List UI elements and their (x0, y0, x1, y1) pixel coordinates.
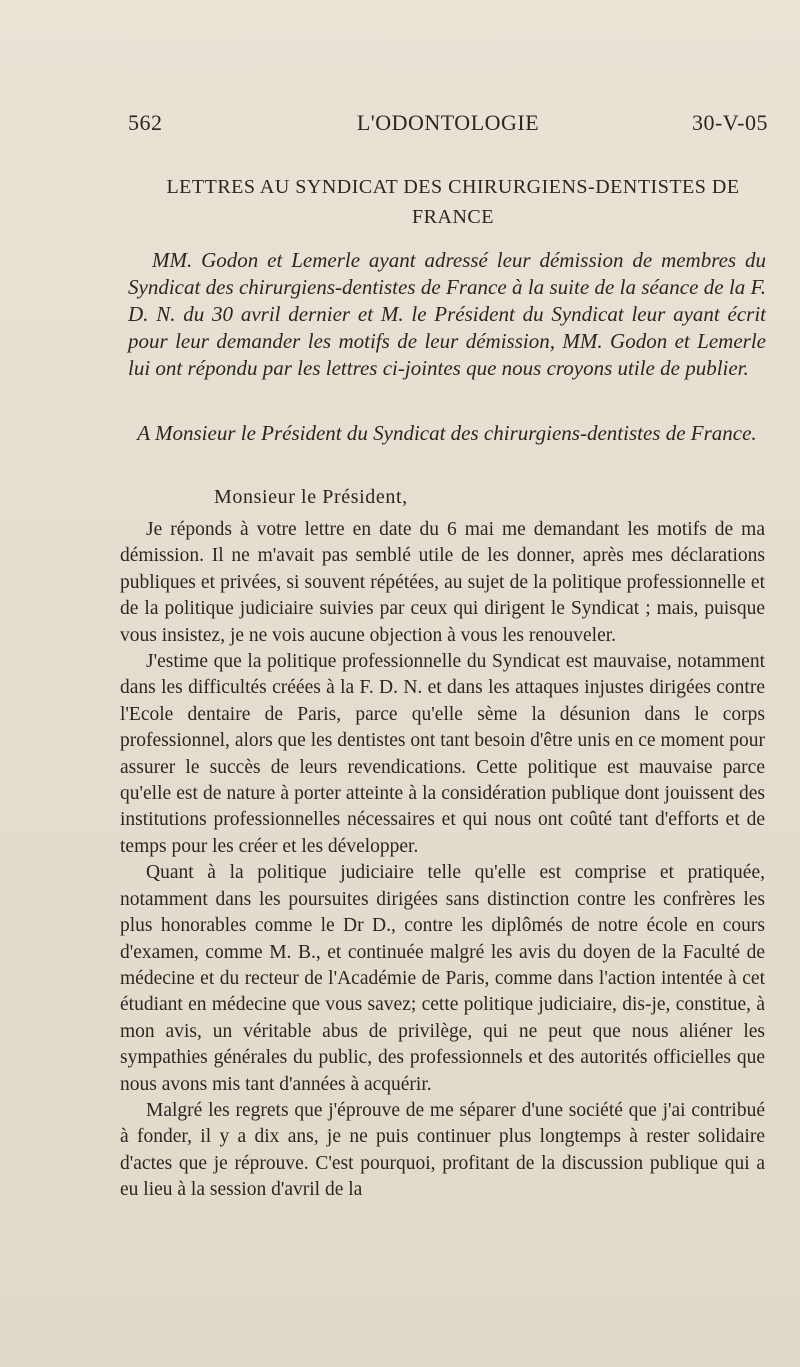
body-paragraph: J'estime que la politique professionnelle du Syndicat est mauvaise, notamment dans les difficultés créées à la F. D. N. et dans les attaques injustes dirigées contre l'Ecole dentaire de Paris, parce qu'elle sème la désunion dans le corps professionnel, alors que les dentistes ont tant besoin d'être unis en ce moment pour assurer le succès de leurs revendications. Cette politique est mauvaise parce qu'elle est de nature à porter atteinte à la considération publique dont jouissent des institutions professionnelles nécessaires et qui nous ont coûté tant d'efforts et de temps pour les créer et les développer. (120, 651, 765, 857)
journal-title: L'ODONTOLOGIE (356, 110, 540, 135)
page-number: 562 (128, 110, 163, 135)
body-paragraph: Je réponds à votre lettre en date du 6 mai me demandant les motifs de ma démission. Il ne m'avait pas semblé utile de les donner, après mes déclarations publiques et privées, si souvent répétées, au sujet de la politique professionnelle et de la politique judiciaire suivies par ceux qui dirigent le Syndicat ; mais, puisque vous insistez, je ne vois aucune objection à vous les renouveler. (120, 519, 765, 646)
body-paragraph: Malgré les regrets que j'éprouve de me séparer d'une société que j'ai contribué à fonder, il y a dix ans, je ne puis continuer plus longtemps à rester solidaire d'actes que je réprouve. C'est pourquoi, profitant de la discussion publique qui a eu lieu à la session d'avril de la (120, 1099, 765, 1201)
editorial-intro: MM. Godon et Lemerle ayant adressé leur démission de membres du Syndicat des chirurgiens-dentistes de France à la suite de la séance de la F. D. N. du 30 avril dernier et M. le Président du Syndicat leur ayant écrit pour leur demander les motifs de leur démission, MM. Godon et Lemerle lui ont répondu par les lettres ci-jointes que nous croyons utile de publier. (128, 248, 766, 380)
letter-salutation: Monsieur le Président, (214, 486, 408, 508)
letter-body (120, 517, 765, 1204)
letter-address: A Monsieur le Président du Syndicat des chirurgiens-dentistes de France. (137, 421, 757, 445)
section-title: LETTRES AU SYNDICAT DES CHIRURGIENS-DENTISTES DE FRANCE (166, 176, 740, 228)
body-paragraph: Quant à la politique judiciaire telle qu'elle est comprise et pratiquée, notamment dans les poursuites dirigées sans distinction contre les confrères les plus honorables comme le Dr D., contre les diplômés de notre école en cours d'examen, comme M. B., et continuée malgré les avis du doyen de la Faculté de médecine et du recteur de l'Académie de Paris, comme dans l'action intentée à cet étudiant en médecine que vous savez; cette politique judiciaire, dis-je, constitue, à mon avis, un véritable abus de privilège, qui ne peut que nous aliéner les sympathies générales du public, des professionnels et des autorités officielles que nous avons mis tant d'années à acquérir. (120, 862, 765, 1095)
running-header (128, 110, 768, 140)
issue-date: 30-V-05 (691, 110, 768, 135)
